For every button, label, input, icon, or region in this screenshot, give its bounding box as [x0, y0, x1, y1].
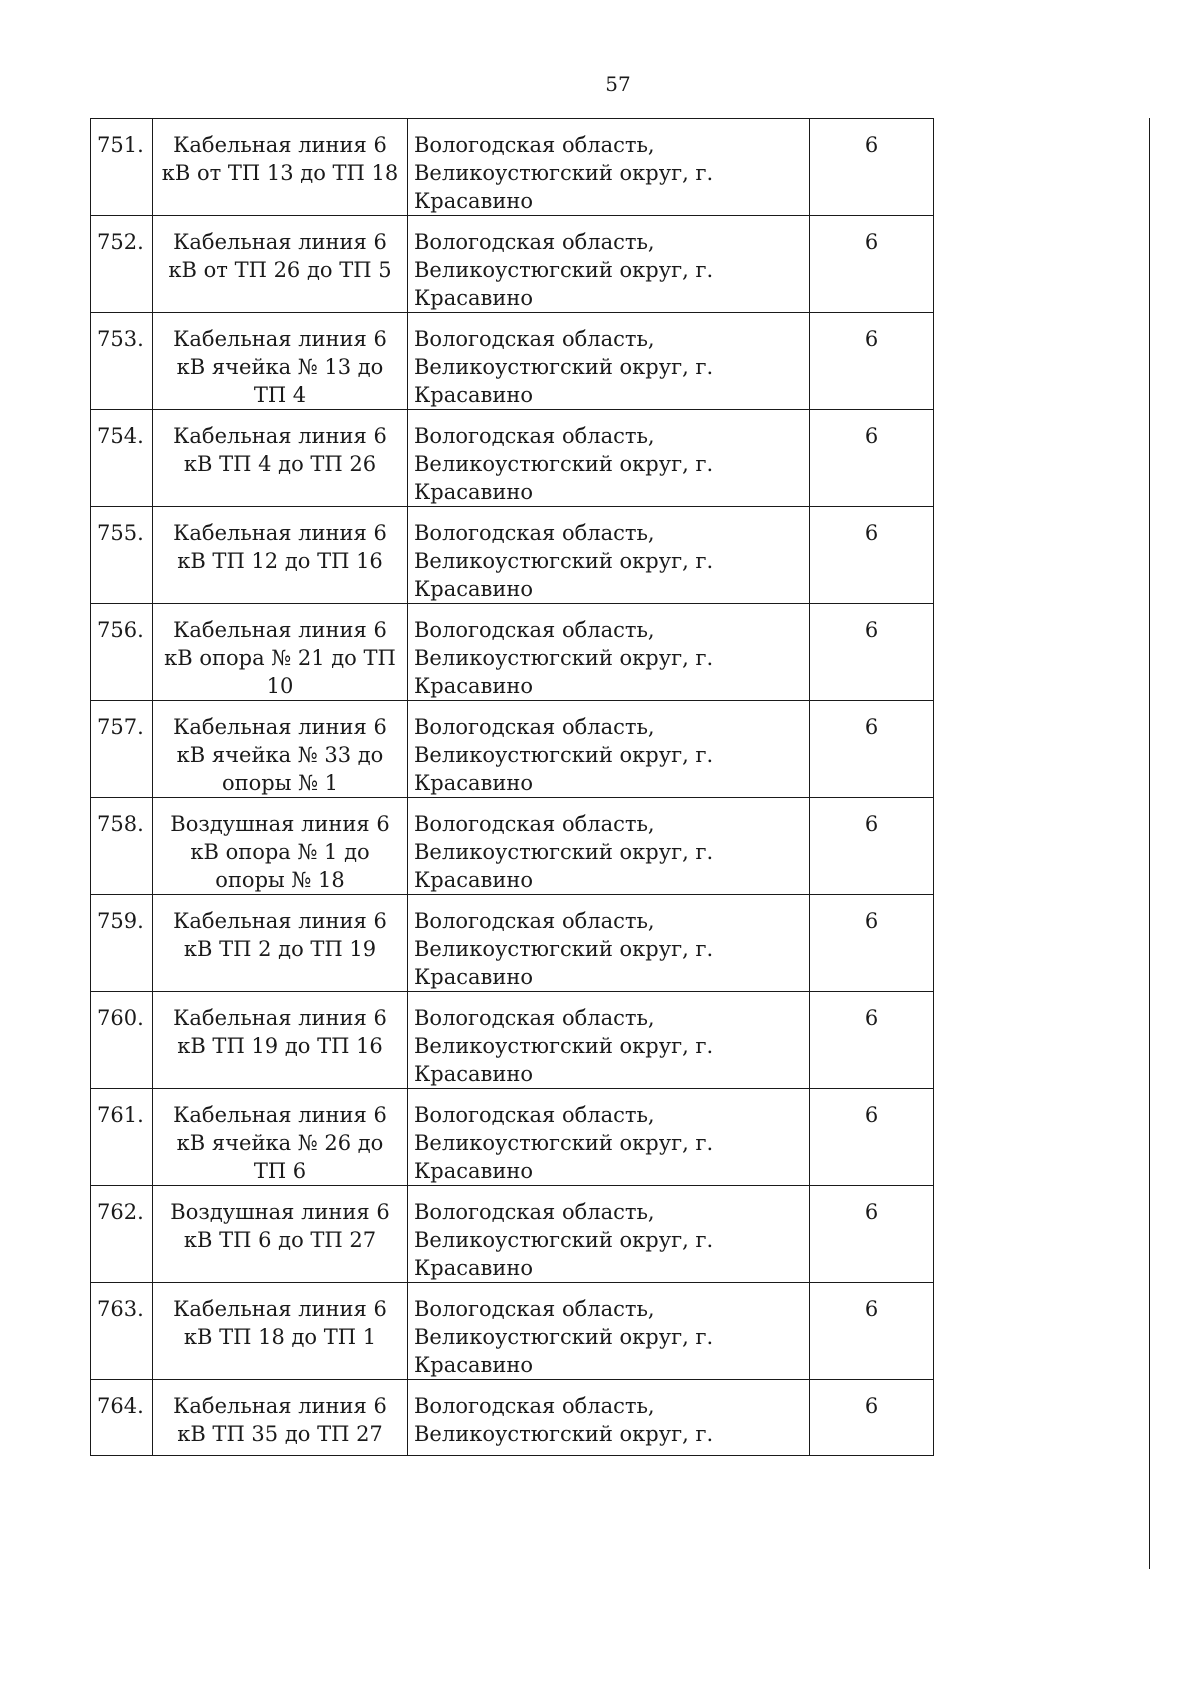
table-row: [91, 216, 934, 313]
object-name: Воздушная линия 6 кВ опора № 1 до опоры № 18: [153, 798, 408, 895]
voltage-value: 6: [810, 1283, 934, 1380]
voltage-value: 6: [810, 798, 934, 895]
table-row: [91, 313, 934, 410]
object-name: Кабельная линия 6 кВ от ТП 26 до ТП 5: [153, 216, 408, 313]
object-name: Кабельная линия 6 кВ ТП 19 до ТП 16: [153, 992, 408, 1089]
voltage-value: 6: [810, 992, 934, 1089]
object-address: Вологодская область, Великоустюгский округ, г. Красавино: [408, 1186, 810, 1283]
row-number: 759.: [91, 895, 153, 992]
voltage-value: 6: [810, 701, 934, 798]
object-address: Вологодская область, Великоустюгский округ, г. Красавино: [408, 119, 810, 216]
table-row: [91, 1283, 934, 1380]
registry-table: [90, 118, 934, 1456]
object-address: Вологодская область, Великоустюгский округ, г. Красавино: [408, 895, 810, 992]
table-row: [91, 798, 934, 895]
object-address: Вологодская область, Великоустюгский округ, г. Красавино: [408, 410, 810, 507]
object-name: Кабельная линия 6 кВ от ТП 13 до ТП 18: [153, 119, 408, 216]
voltage-value: 6: [810, 1186, 934, 1283]
row-number: 761.: [91, 1089, 153, 1186]
row-number: 762.: [91, 1186, 153, 1283]
row-number: 754.: [91, 410, 153, 507]
object-address: Вологодская область, Великоустюгский округ, г.: [408, 1380, 810, 1456]
object-address: Вологодская область, Великоустюгский округ, г. Красавино: [408, 798, 810, 895]
page-number: 57: [605, 72, 631, 96]
object-name: Кабельная линия 6 кВ ТП 35 до ТП 27: [153, 1380, 408, 1456]
voltage-value: 6: [810, 1089, 934, 1186]
row-number: 751.: [91, 119, 153, 216]
object-name: Воздушная линия 6 кВ ТП 6 до ТП 27: [153, 1186, 408, 1283]
table-row: [91, 1089, 934, 1186]
object-address: Вологодская область, Великоустюгский округ, г. Красавино: [408, 1283, 810, 1380]
voltage-value: 6: [810, 313, 934, 410]
object-name: Кабельная линия 6 кВ ячейка № 26 до ТП 6: [153, 1089, 408, 1186]
object-name: Кабельная линия 6 кВ ячейка № 33 до опоры № 1: [153, 701, 408, 798]
voltage-value: 6: [810, 895, 934, 992]
table-row: [91, 895, 934, 992]
object-address: Вологодская область, Великоустюгский округ, г. Красавино: [408, 701, 810, 798]
table-row: [91, 1380, 934, 1456]
row-number: 760.: [91, 992, 153, 1089]
object-address: Вологодская область, Великоустюгский округ, г. Красавино: [408, 507, 810, 604]
object-name: Кабельная линия 6 кВ ТП 2 до ТП 19: [153, 895, 408, 992]
table-row: [91, 701, 934, 798]
voltage-value: 6: [810, 410, 934, 507]
object-name: Кабельная линия 6 кВ ТП 12 до ТП 16: [153, 507, 408, 604]
object-address: Вологодская область, Великоустюгский округ, г. Красавино: [408, 313, 810, 410]
voltage-value: 6: [810, 119, 934, 216]
row-number: 753.: [91, 313, 153, 410]
right-margin-rule: [1149, 118, 1150, 1569]
table-row: [91, 1186, 934, 1283]
row-number: 752.: [91, 216, 153, 313]
row-number: 756.: [91, 604, 153, 701]
table-row: [91, 119, 934, 216]
row-number: 764.: [91, 1380, 153, 1456]
row-number: 755.: [91, 507, 153, 604]
object-address: Вологодская область, Великоустюгский округ, г. Красавино: [408, 1089, 810, 1186]
table-row: [91, 507, 934, 604]
voltage-value: 6: [810, 604, 934, 701]
row-number: 763.: [91, 1283, 153, 1380]
row-number: 757.: [91, 701, 153, 798]
table-row: [91, 992, 934, 1089]
object-address: Вологодская область, Великоустюгский округ, г. Красавино: [408, 992, 810, 1089]
table-row: [91, 410, 934, 507]
voltage-value: 6: [810, 1380, 934, 1456]
object-name: Кабельная линия 6 кВ ТП 18 до ТП 1: [153, 1283, 408, 1380]
voltage-value: 6: [810, 507, 934, 604]
voltage-value: 6: [810, 216, 934, 313]
object-address: Вологодская область, Великоустюгский округ, г. Красавино: [408, 604, 810, 701]
object-name: Кабельная линия 6 кВ ТП 4 до ТП 26: [153, 410, 408, 507]
table-row: [91, 604, 934, 701]
object-name: Кабельная линия 6 кВ опора № 21 до ТП 10: [153, 604, 408, 701]
object-address: Вологодская область, Великоустюгский округ, г. Красавино: [408, 216, 810, 313]
object-name: Кабельная линия 6 кВ ячейка № 13 до ТП 4: [153, 313, 408, 410]
row-number: 758.: [91, 798, 153, 895]
